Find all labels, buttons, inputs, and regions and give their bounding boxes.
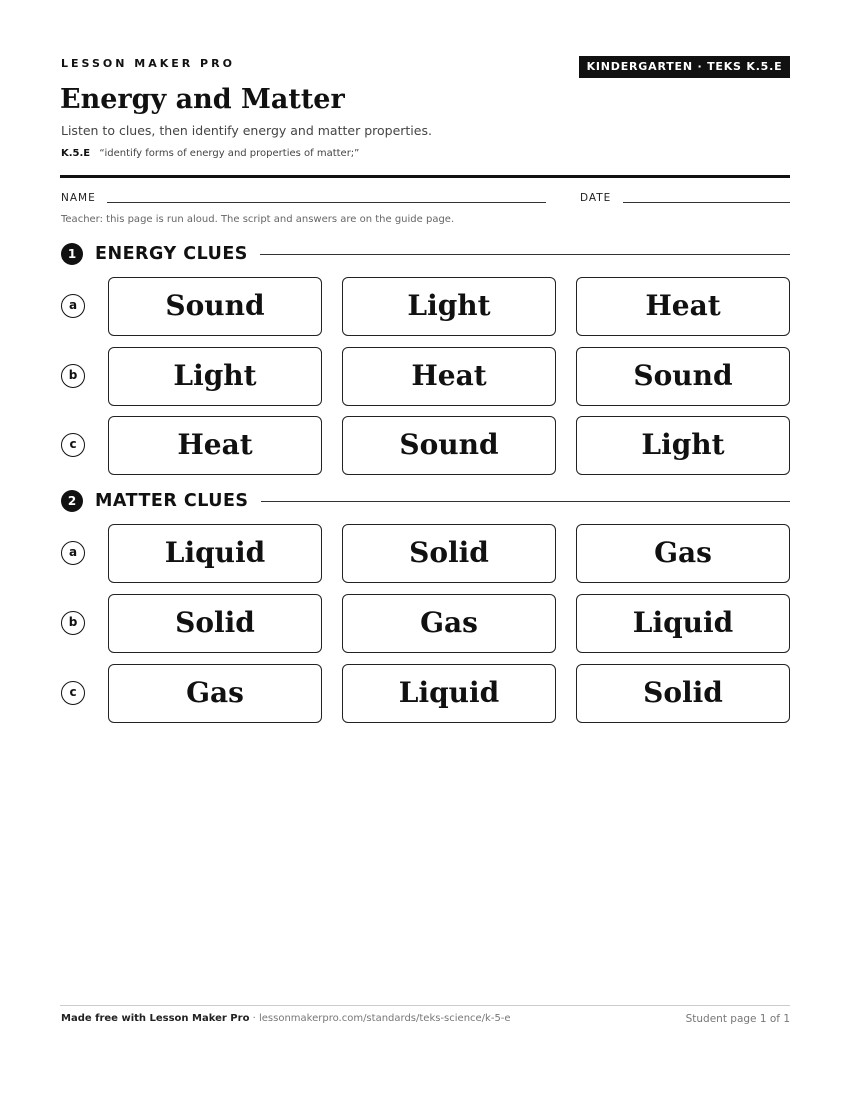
choice-card[interactable]: Gas [108, 664, 322, 723]
section-title: ENERGY CLUES [95, 244, 248, 264]
footer-made-with: Made free with Lesson Maker Pro [61, 1013, 250, 1024]
footer-credit [61, 1013, 511, 1024]
row-letter-badge: b [61, 611, 85, 635]
name-field-line[interactable] [107, 202, 546, 203]
section-energy-header [61, 242, 790, 264]
row-letter-badge: c [61, 681, 85, 705]
choice-card[interactable]: Sound [108, 277, 322, 336]
choice-card[interactable]: Liquid [576, 594, 790, 653]
footer-page-number: Student page 1 of 1 [685, 1013, 790, 1025]
grade-badge: KINDERGARTEN · TEKS K.5.E [579, 56, 790, 78]
date-label: DATE [580, 192, 612, 204]
footer-url[interactable]: · lessonmakerpro.com/standards/teks-science/k-5-e [249, 1013, 511, 1024]
section-matter-header [61, 489, 790, 511]
choice-card[interactable]: Gas [576, 524, 790, 583]
choice-card[interactable]: Gas [342, 594, 556, 653]
section-number-badge: 1 [61, 243, 83, 265]
row-letter-badge: a [61, 541, 85, 565]
choice-card[interactable]: Heat [576, 277, 790, 336]
standard-code: K.5.E [61, 148, 91, 159]
row-letter-badge: c [61, 433, 85, 457]
page-title: Energy and Matter [60, 84, 345, 115]
section-number-badge: 2 [61, 490, 83, 512]
date-field-line[interactable] [623, 202, 790, 203]
choice-card[interactable]: Light [576, 416, 790, 475]
choice-card[interactable]: Light [108, 347, 322, 406]
choice-card[interactable]: Heat [342, 347, 556, 406]
choice-card[interactable]: Solid [108, 594, 322, 653]
section-title: MATTER CLUES [95, 491, 249, 511]
section-divider [261, 501, 790, 502]
clue-row [61, 416, 790, 475]
clue-row [61, 524, 790, 583]
standard-line [61, 148, 359, 159]
clue-row [61, 277, 790, 336]
page-subtitle: Listen to clues, then identify energy and matter properties. [61, 123, 432, 138]
choice-card[interactable]: Sound [576, 347, 790, 406]
choice-card[interactable]: Sound [342, 416, 556, 475]
choice-card[interactable]: Light [342, 277, 556, 336]
header-divider [60, 175, 790, 178]
footer-divider [60, 1005, 790, 1006]
choice-card[interactable]: Solid [576, 664, 790, 723]
choice-card[interactable]: Liquid [108, 524, 322, 583]
row-letter-badge: a [61, 294, 85, 318]
brand-name: LESSON MAKER PRO [61, 57, 235, 70]
clue-row [61, 347, 790, 406]
row-letter-badge: b [61, 364, 85, 388]
standard-text: “identify forms of energy and properties of matter;” [99, 148, 360, 159]
teacher-note: Teacher: this page is run aloud. The script and answers are on the guide page. [61, 214, 455, 225]
choice-card[interactable]: Heat [108, 416, 322, 475]
clue-row [61, 594, 790, 653]
name-label: NAME [61, 192, 96, 204]
clue-row [61, 664, 790, 723]
choice-card[interactable]: Liquid [342, 664, 556, 723]
choice-card[interactable]: Solid [342, 524, 556, 583]
section-divider [260, 254, 790, 255]
